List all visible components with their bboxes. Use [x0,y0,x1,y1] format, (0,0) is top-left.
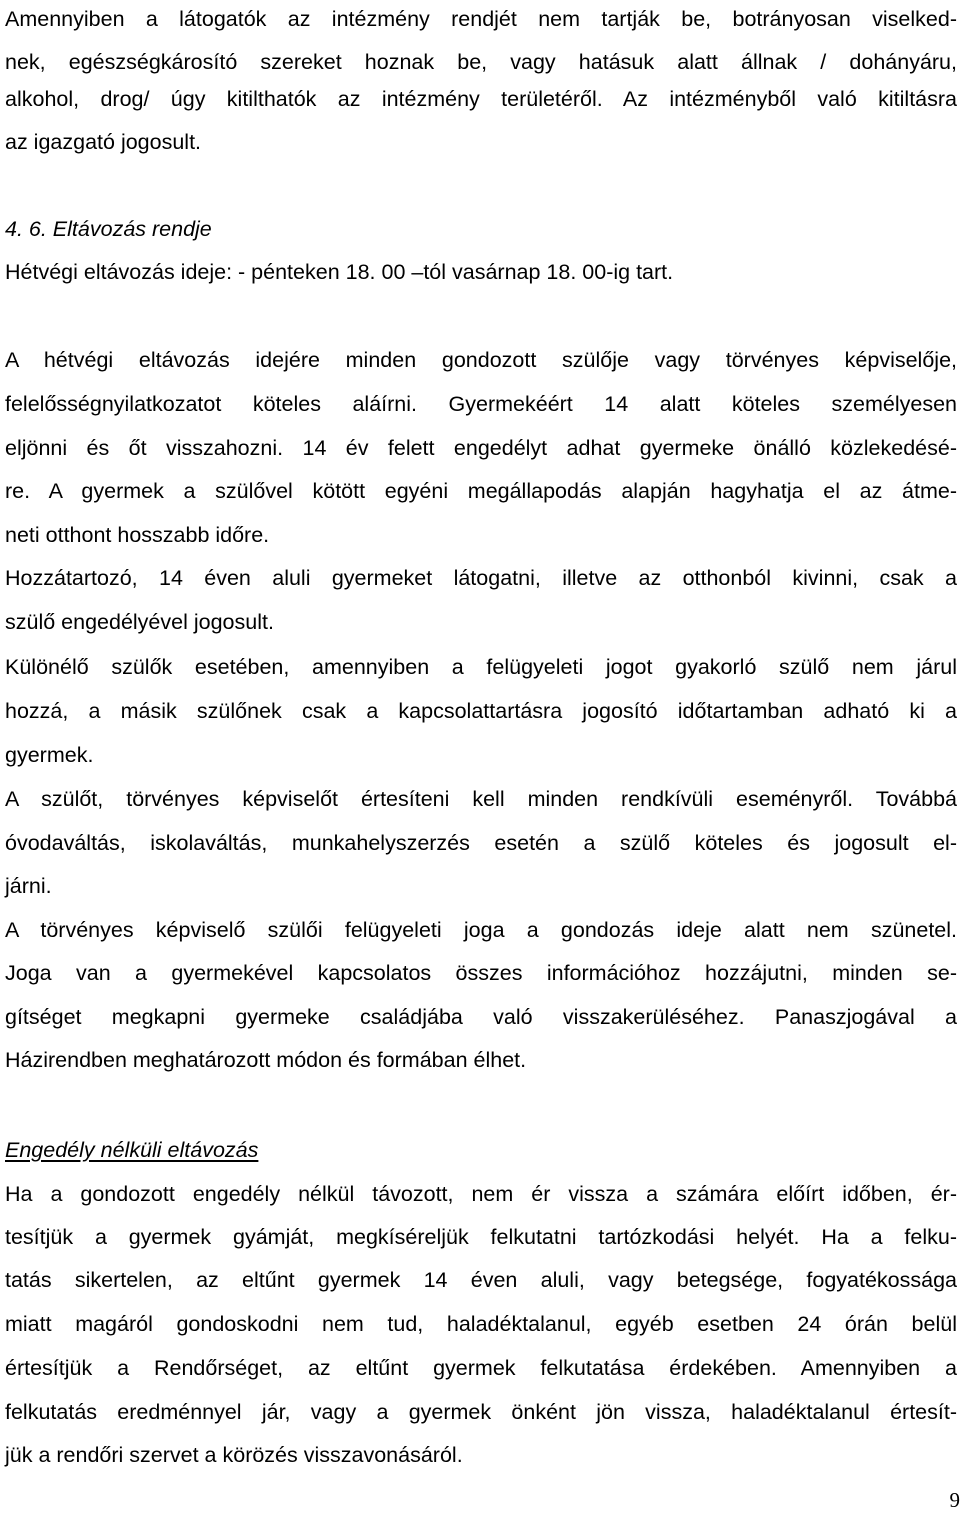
text-line: A törvényes képviselő szülői felügyeleti joga a gondozás ideje alatt nem szünetel. [5,918,957,942]
text-line: A szülőt, törvényes képviselőt értesíteni kell minden rendkívüli eseményről. Továbbá [5,787,957,811]
text-line: Amennyiben a látogatók az intézmény rendjét nem tartják be, botrányosan viselked- [5,7,957,31]
page-number: 9 [949,1488,960,1512]
text-line: Házirendben meghatározott módon és formában élhet. [5,1048,527,1072]
text-line: jük a rendőri szervet a körözés visszavonásáról. [5,1443,463,1467]
text-line: értesítjük a Rendőrséget, az eltűnt gyermek felkutatása érdekében. Amennyiben a [5,1356,957,1380]
text-line: felelősségnyilatkozatot köteles aláírni. Gyermekéért 14 alatt köteles személyesen [5,392,957,416]
text-line: re. A gyermek a szülővel kötött egyéni megállapodás alapján hagyhatja el az átme- [5,479,957,503]
text-line: Ha a gondozott engedély nélkül távozott, nem ér vissza a számára előírt időben, ér- [5,1182,957,1206]
text-line: hozzá, a másik szülőnek csak a kapcsolattartásra jogosító időtartamban adható ki a [5,699,957,723]
text-line: alkohol, drog/ úgy kitilthatók az intézmény területéről. Az intézményből való kitiltásra [5,87,957,111]
text-line: Hétvégi eltávozás ideje: - pénteken 18. 00 –tól vasárnap 18. 00-ig tart. [5,260,674,284]
text-line: miatt magáról gondoskodni nem tud, haladéktalanul, egyéb esetben 24 órán belül [5,1312,957,1336]
section-heading: Engedély nélküli eltávozás [5,1138,259,1162]
text-line: gítséget megkapni gyermeke családjába való visszakerüléséhez. Panaszjogával a [5,1005,957,1029]
text-line: neti otthont hosszabb időre. [5,523,270,547]
text-line: Hozzátartozó, 14 éven aluli gyermeket látogatni, illetve az otthonból kivinni, csak a [5,566,957,590]
text-line: Joga van a gyermekével kapcsolatos összes információhoz hozzájutni, minden se- [5,961,957,985]
text-line: Különélő szülők esetében, amennyiben a felügyeleti jogot gyakorló szülő nem járul [5,655,957,679]
text-line: nek, egészségkárosító szereket hoznak be, vagy hatásuk alatt állnak / dohányáru, [5,50,957,74]
section-heading: 4. 6. Eltávozás rendje [5,217,212,241]
text-line: járni. [5,874,52,898]
text-line: tatás sikertelen, az eltűnt gyermek 14 éven aluli, vagy betegsége, fogyatékossága [5,1268,957,1292]
text-line: tesítjük a gyermek gyámját, megkíséreljük felkutatni tartózkodási helyét. Ha a felku- [5,1225,957,1249]
text-line: az igazgató jogosult. [5,130,202,154]
text-line: gyermek. [5,743,94,767]
text-line: eljönni és őt visszahozni. 14 év felett engedélyt adhat gyermeke önálló közlekedésé- [5,436,957,460]
text-line: szülő engedélyével jogosult. [5,610,274,634]
text-line: óvodaváltás, iskolaváltás, munkahelyszerzés esetén a szülő köteles és jogosult el- [5,831,957,855]
text-line: felkutatás eredménnyel jár, vagy a gyermek önként jön vissza, haladéktalanul értesít- [5,1400,957,1424]
text-line: A hétvégi eltávozás idejére minden gondozott szülője vagy törvényes képviselője, [5,348,957,372]
